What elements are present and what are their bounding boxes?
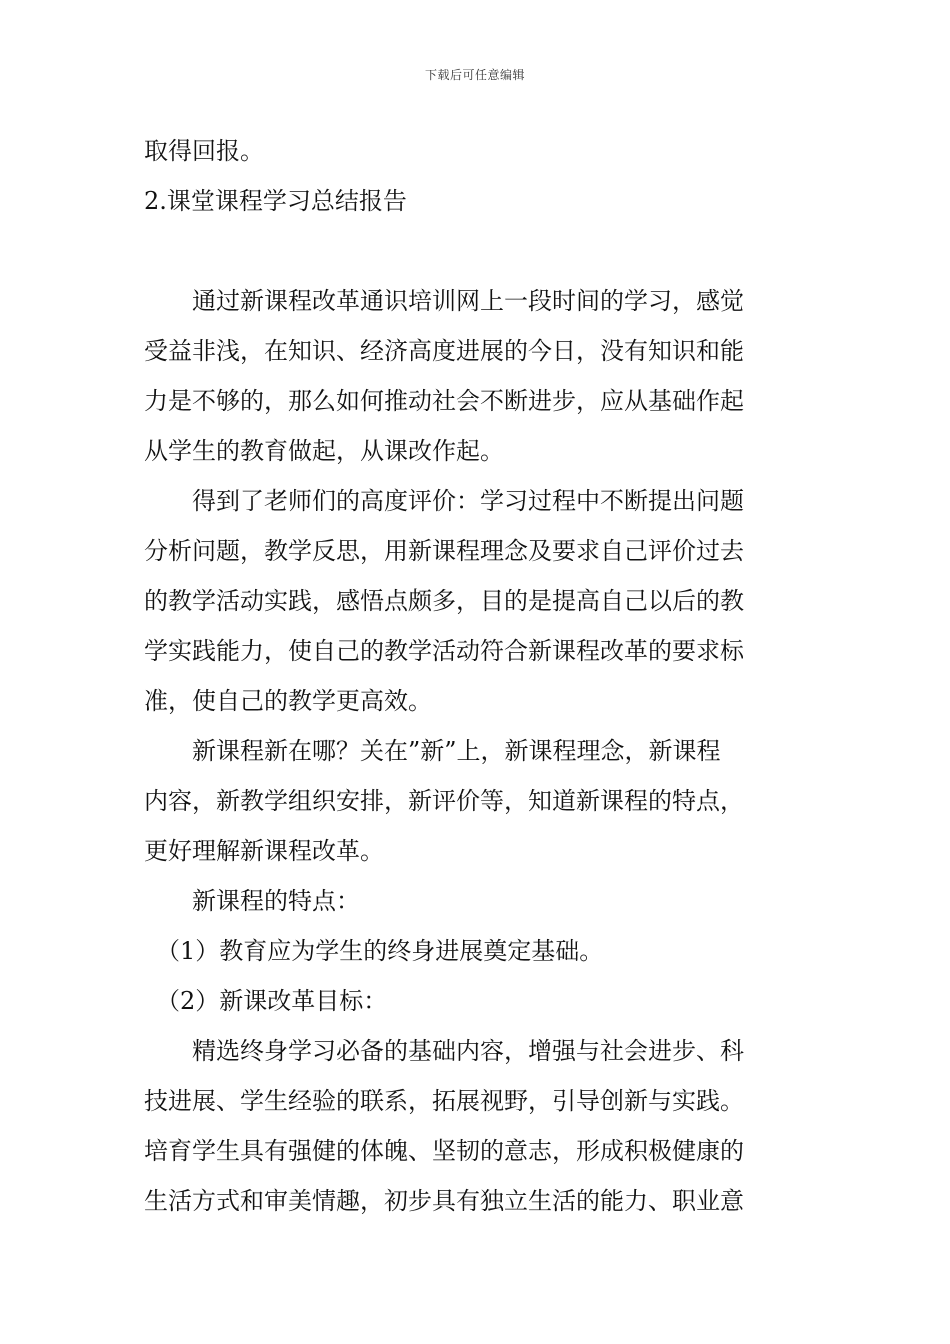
text-line: 受益非浅，在知识、经济高度进展的今日，没有知识和能: [144, 337, 744, 365]
text-line: 力是不够的，那么如何推动社会不断进步，应从基础作起: [144, 387, 744, 415]
text-line: 取得回报。: [144, 137, 264, 165]
text-line: 精选终身学习必备的基础内容，增强与社会进步、科: [144, 1037, 744, 1065]
text-line: 分析问题，教学反思，用新课程理念及要求自己评价过去: [144, 537, 744, 565]
text-line: 内容，新教学组织安排，新评价等，知道新课程的特点，: [144, 787, 744, 815]
text-line: 从学生的教育做起，从课改作起。: [144, 437, 504, 465]
text-line: 准，使自己的教学更高效。: [144, 687, 432, 715]
list-item: （2）新课改革目标：: [144, 987, 388, 1015]
blank-line: [144, 226, 810, 276]
section-heading: 2.课堂课程学习总结报告: [144, 187, 407, 215]
text-line: 生活方式和审美情趣，初步具有独立生活的能力、职业意: [144, 1187, 744, 1215]
text-line: 培育学生具有强健的体魄、坚韧的意志，形成积极健康的: [144, 1137, 744, 1165]
text-line: 学实践能力，使自己的教学活动符合新课程改革的要求标: [144, 637, 744, 665]
document-body: [144, 126, 810, 1226]
text-line: 更好理解新课程改革。: [144, 837, 384, 865]
list-item: （1）教育应为学生的终身进展奠定基础。: [144, 937, 604, 965]
page-header-note: 下载后可任意编辑: [424, 68, 525, 82]
text-line: 新课程的特点：: [144, 887, 360, 915]
text-line: 技进展、学生经验的联系，拓展视野，引导创新与实践。: [144, 1087, 744, 1115]
text-line: 的教学活动实践，感悟点颇多，目的是提高自己以后的教: [144, 587, 744, 615]
text-line: 得到了老师们的高度评价：学习过程中不断提出问题: [144, 487, 744, 515]
text-line: 通过新课程改革通识培训网上一段时间的学习，感觉: [144, 287, 744, 315]
text-line: 新课程新在哪？关在”新”上，新课程理念，新课程: [144, 737, 721, 765]
